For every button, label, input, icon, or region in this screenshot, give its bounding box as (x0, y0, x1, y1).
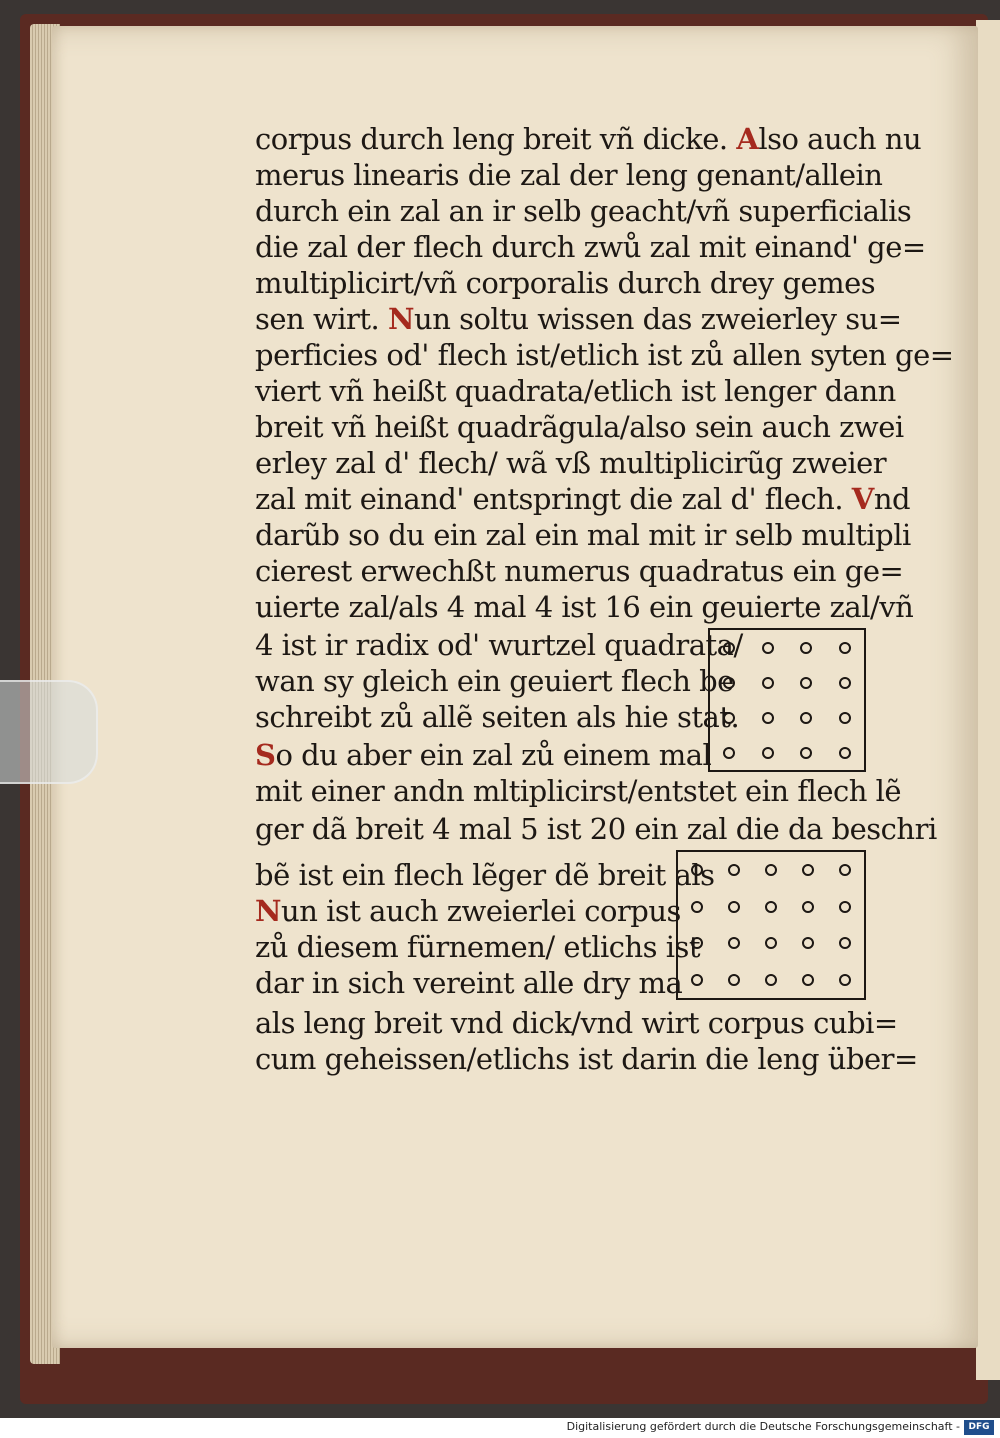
line-text: ger dã breit 4 mal 5 ist 20 ein zal die da beschri (255, 812, 937, 846)
text-line (255, 812, 937, 846)
dot-mark (728, 864, 740, 876)
text-line (255, 738, 711, 772)
dot-mark (723, 747, 735, 759)
line-text-continued: un soltu wissen das zweierley su= (414, 302, 902, 336)
dot-mark (839, 937, 851, 949)
text-line (255, 590, 913, 624)
dot-mark (802, 864, 814, 876)
text-line (255, 664, 734, 698)
line-text: perficies od' flech ist/etlich ist zů allen syten ge= (255, 338, 954, 372)
line-text: wan sy gleich ein geuiert flech be (255, 664, 734, 698)
dot-mark (839, 642, 851, 654)
rubricated-initial: A (736, 122, 759, 156)
rubricated-initial: N (388, 302, 415, 336)
dot-mark (802, 901, 814, 913)
line-text: sen wirt. (255, 302, 388, 336)
text-line (255, 966, 682, 1000)
line-text-continued: nd (873, 482, 911, 516)
line-text: cum geheissen/etlichs ist darin die leng über= (255, 1042, 918, 1076)
text-line (255, 374, 896, 408)
text-line (255, 482, 910, 516)
text-line (255, 894, 681, 928)
dot-mark (800, 712, 812, 724)
line-text-continued: o du aber ein zal zů einem mal (275, 738, 712, 772)
line-text-continued: lso auch nu (758, 122, 922, 156)
line-text: merus linearis die zal der leng genant/allein (255, 158, 883, 192)
text-line (255, 930, 700, 964)
text-line (255, 266, 875, 300)
text-line (255, 1042, 918, 1076)
line-text: die zal der flech durch zwů zal mit einand' ge= (255, 230, 926, 264)
dot-mark (839, 712, 851, 724)
dot-mark (762, 712, 774, 724)
line-text-continued: un ist auch zweierlei corpus (281, 894, 681, 928)
dot-mark (691, 864, 703, 876)
text-line (255, 774, 901, 808)
line-text: mit einer andn mltiplicirst/entstet ein flech lẽ (255, 774, 902, 808)
line-text: dar in sich vereint alle dry ma (255, 966, 683, 1000)
line-text: darũb so du ein zal ein mal mit ir selb multipli (255, 518, 911, 552)
line-text: schreibt zů allẽ seiten als hie stat. (255, 700, 740, 734)
text-line (255, 1006, 898, 1040)
dot-mark (839, 864, 851, 876)
page-clip (0, 680, 98, 784)
dot-mark (728, 901, 740, 913)
dot-mark (800, 747, 812, 759)
text-line (255, 410, 904, 444)
text-line (255, 446, 886, 480)
dot-mark (723, 712, 735, 724)
text-line (255, 194, 911, 228)
dot-mark (762, 642, 774, 654)
line-text: multiplicirt/vñ corporalis durch drey gemes (255, 266, 876, 300)
rectangle-dot-figure (676, 850, 866, 1000)
dot-mark (691, 974, 703, 986)
line-text: cierest erwechßt numerus quadratus ein ge= (255, 554, 904, 588)
text-line (255, 122, 921, 156)
line-text: als leng breit vnd dick/vnd wirt corpus cubi= (255, 1006, 898, 1040)
line-text: viert vñ heißt quadrata/etlich ist lenger dann (255, 374, 896, 408)
dot-mark (800, 677, 812, 689)
text-line (255, 700, 739, 734)
line-text: zal mit einand' entspringt die zal d' flech. (255, 482, 852, 516)
dot-mark (728, 974, 740, 986)
text-line (255, 628, 743, 662)
dfg-logo: DFG (964, 1420, 994, 1435)
line-text: corpus durch leng breit vñ dicke. (255, 122, 737, 156)
rubricated-initial: N (255, 894, 282, 928)
dot-mark (762, 747, 774, 759)
facing-page-edge (976, 20, 1000, 1380)
footer-bar (0, 1418, 1000, 1438)
text-line (255, 302, 902, 336)
dot-mark (839, 974, 851, 986)
dot-mark (802, 974, 814, 986)
dot-mark (839, 901, 851, 913)
dot-mark (765, 864, 777, 876)
line-text: 4 ist ir radix od' wurtzel quadrata/ (255, 628, 743, 662)
line-text: erley zal d' flech/ wã vß multiplicirũg zweier (255, 446, 887, 480)
rubricated-initial: V (851, 482, 874, 516)
line-text: uierte zal/als 4 mal 4 ist 16 ein geuierte zal/vñ (255, 590, 914, 624)
dot-mark (765, 937, 777, 949)
dot-mark (762, 677, 774, 689)
dot-mark (691, 901, 703, 913)
dot-mark (839, 677, 851, 689)
dot-mark (723, 677, 735, 689)
square-dot-figure (708, 628, 866, 772)
dot-mark (765, 974, 777, 986)
dot-mark (723, 642, 735, 654)
text-line (255, 338, 954, 372)
rubricated-initial: S (255, 738, 276, 772)
dot-mark (802, 937, 814, 949)
dot-mark (728, 937, 740, 949)
line-text: durch ein zal an ir selb geacht/vñ superficialis (255, 194, 912, 228)
dot-mark (691, 937, 703, 949)
text-line (255, 518, 911, 552)
dot-mark (839, 747, 851, 759)
line-text: bẽ ist ein flech lẽger dẽ breit als (255, 858, 715, 892)
text-line (255, 230, 926, 264)
footer-credit: Digitalisierung gefördert durch die Deutsche Forschungsgemeinschaft - (566, 1420, 960, 1433)
text-line (255, 158, 882, 192)
text-line (255, 858, 715, 892)
dot-mark (800, 642, 812, 654)
line-text: breit vñ heißt quadrãgula/also sein auch zwei (255, 410, 904, 444)
text-line (255, 554, 903, 588)
dot-mark (765, 901, 777, 913)
line-text: zů diesem fürnemen/ etlichs ist (255, 930, 701, 964)
